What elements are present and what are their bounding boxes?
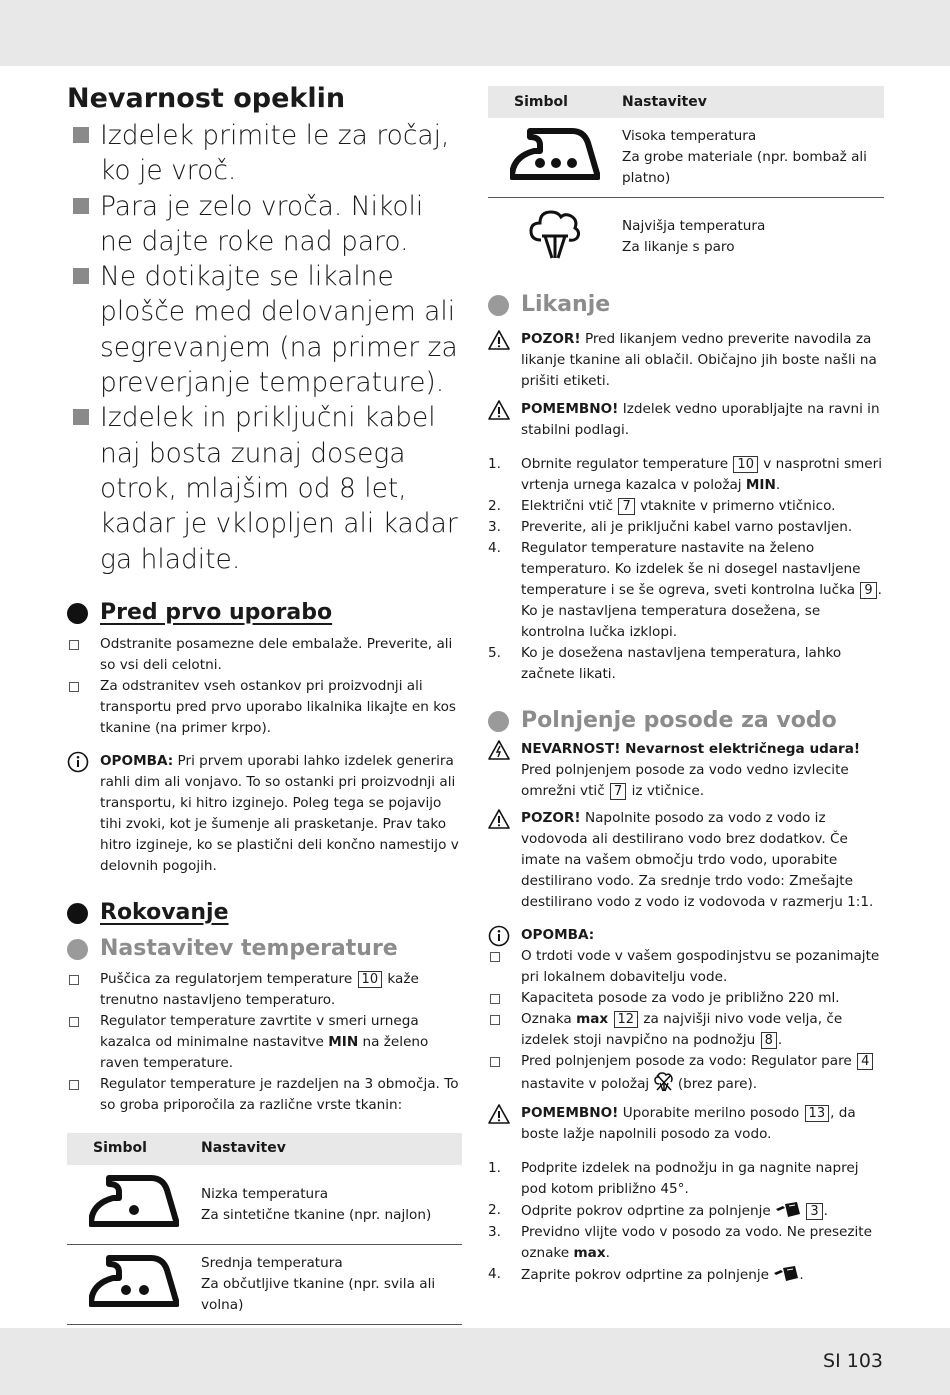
ref-number: 13 <box>805 1105 830 1122</box>
list-item: Regulator temperature je razdeljen na 3 območja. To so groba priporočila za različne vrste tkanin: <box>67 1074 462 1116</box>
burn-item: Ne dotikajte se likalne plošče med delovanjem ali segrevanjem (na primer za preverjanje temperature). <box>67 259 462 400</box>
fill-opening-icon <box>775 1200 801 1218</box>
burn-item: Izdelek in priključni kabel naj bosta zunaj dosega otrok, mlajšim od 8 let, kadar je vklopljen ali kadar ga hladite. <box>67 400 462 576</box>
step-item: 1. Podprite izdelek na podnožju in ga nagnite naprej pod kotom približno 45°. <box>488 1160 859 1197</box>
table-row: Srednja temperatura Za občutljive tkanine (npr. svila ali volna) <box>67 1245 462 1325</box>
header-band <box>0 0 950 66</box>
box-bullet-icon <box>490 952 500 962</box>
iron-one-dot-icon <box>89 1172 179 1230</box>
note-block: OPOMBA: Pri prvem uporabi lahko izdelek generira rahli dim ali vonjavo. To so ostanki pri proizvodnji ali transportu, ki hitro izginejo. Poleg tega se pojavijo tihi zvoki, kot je šumenje ali prasketanje. Prav tako hitro izgineje, ko se plastični deli končno namestijo v delovnih pogojih. <box>67 751 462 877</box>
box-bullet-icon <box>69 975 79 985</box>
table-header-setting: Nastavitev <box>201 1140 286 1157</box>
box-bullet-icon <box>490 994 500 1004</box>
square-bullet-icon <box>73 198 89 214</box>
list-item: Puščica za regulatorjem temperature 10 kaže trenutno nastavljeno temperaturo. <box>67 969 462 1011</box>
electric-warning-icon <box>488 739 510 761</box>
right-column <box>488 86 884 1286</box>
list-item: Oznaka max 12 za najvišji nivo vode velja, če izdelek stoji navpično na podnožju 8 . <box>488 1009 884 1051</box>
step-item: 2. Odprite pokrov odprtine za polnjenje 3 . <box>488 1202 828 1219</box>
temperature-table-left <box>67 1133 462 1326</box>
caution-block: POZOR! Napolnite posodo za vodo z vodo iz vodovoda ali destilirano vodo brez dodatkov. Če imate na vašem območju trdo vodo, uporabite destilirano vodo. Za srednje trdo vodo: Zmešajte destilirano vodo z vodo iz vodovoda v razmerju 1:1. <box>488 808 884 913</box>
burn-warning-title: Nevarnost opeklin <box>67 83 346 114</box>
list-item: Za odstranitev vseh ostankov pri proizvodnji ali transportu pred prvo uporabo likalnika likajte en kos tkanine (na primer krpo). <box>67 676 462 739</box>
warning-triangle-icon <box>488 399 510 421</box>
table-row: Najvišja temperatura Za likanje s paro <box>488 197 884 277</box>
no-steam-icon <box>654 1072 674 1092</box>
burn-item: Para je zelo vroča. Nikoli ne dajte roke nad paro. <box>67 189 462 260</box>
iron-three-dots-icon <box>510 125 600 183</box>
danger-block: NEVARNOST! Nevarnost električnega udara! Pred polnjenjem posode za vodo vedno izvlecite omrežni vtič 7 iz vtičnice. <box>488 739 884 802</box>
section-heading-ironing: Likanje <box>488 291 884 319</box>
page-number: SI 103 <box>823 1350 883 1372</box>
table-row: Visoka temperatura Za grobe materiale (npr. bombaž ali platno) <box>488 118 884 197</box>
step-item: 1. Obrnite regulator temperature 10 v nasprotni smeri vrtenja urnega kazalca v položaj MIN. <box>488 456 883 493</box>
box-bullet-icon <box>490 1057 500 1067</box>
ref-number: 7 <box>618 498 634 515</box>
table-header-symbol: Simbol <box>514 93 568 110</box>
table-row: Nizka temperatura Za sintetične tkanine (npr. najlon) <box>67 1165 462 1245</box>
left-column <box>67 84 462 1325</box>
temperature-table-right <box>488 86 884 277</box>
bullet-dot-icon <box>67 939 88 960</box>
table-header-setting: Nastavitev <box>622 93 707 110</box>
step-item: 3. Preverite, ali je priključni kabel varno postavljen. <box>488 519 853 535</box>
fill-opening-icon <box>773 1264 799 1282</box>
bullet-dot-icon <box>67 603 88 624</box>
box-bullet-icon <box>69 1017 79 1027</box>
box-bullet-icon <box>69 682 79 692</box>
table-header-symbol: Simbol <box>93 1140 147 1157</box>
ref-number: 10 <box>733 456 758 473</box>
list-item: Regulator temperature zavrtite v smeri urnega kazalca od minimalne nastavitve MIN na želeno raven temperature. <box>67 1011 462 1074</box>
square-bullet-icon <box>73 127 89 143</box>
section-heading-handling: Rokovanje <box>67 899 462 927</box>
ref-number: 8 <box>761 1032 777 1049</box>
iron-two-dots-icon <box>89 1252 179 1310</box>
step-item: 2. Električni vtič 7 vtaknite v primerno vtičnico. <box>488 498 836 514</box>
bullet-dot-icon <box>488 711 509 732</box>
steam-icon <box>527 206 583 262</box>
list-item: O trdoti vode v vašem gospodinjstvu se pozanimajte pri lokalnem dobavitelju vode. <box>488 946 884 988</box>
section-heading-temperature: Nastavitev temperature <box>67 935 462 963</box>
bullet-dot-icon <box>488 295 509 316</box>
burn-item: Izdelek primite le za ročaj, ko je vroč. <box>67 118 462 189</box>
info-icon <box>67 751 89 773</box>
list-item: Pred polnjenjem posode za vodo: Regulator pare 4 nastavite v položaj (brez pare). <box>488 1051 884 1095</box>
step-item: 3. Previdno vlijte vodo v posodo za vodo. Ne presezite oznake max. <box>488 1224 872 1261</box>
important-block: POMEMBNO! Uporabite merilno posodo 13 , da boste lažje napolnili posodo za vodo. <box>488 1103 884 1145</box>
section-heading-filling: Polnjenje posode za vodo <box>488 707 884 735</box>
step-item: 4. Zaprite pokrov odprtine za polnjenje . <box>488 1266 804 1283</box>
section-heading-before-first-use: Pred prvo uporabo <box>67 599 462 627</box>
bullet-dot-icon <box>67 903 88 924</box>
footer-band <box>0 1328 950 1395</box>
square-bullet-icon <box>73 268 89 284</box>
box-bullet-icon <box>69 1080 79 1090</box>
ref-number: 3 <box>806 1203 822 1220</box>
warning-triangle-icon <box>488 808 510 830</box>
caution-block: POZOR! Pred likanjem vedno preverite navodila za likanje tkanine ali oblačil. Običajno jih boste našli na prišiti etiketi. <box>488 329 884 392</box>
important-block: POMEMBNO! Izdelek vedno uporabljajte na ravni in stabilni podlagi. <box>488 399 884 441</box>
ref-number: 7 <box>610 783 626 800</box>
box-bullet-icon <box>69 640 79 650</box>
warning-triangle-icon <box>488 1103 510 1125</box>
list-item: Odstranite posamezne dele embalaže. Preverite, ali so vsi deli celotni. <box>67 634 462 676</box>
note-block: OPOMBA: <box>488 925 884 946</box>
step-item: 4. Regulator temperature nastavite na želeno temperaturo. Ko izdelek še ni dosegel nastavljene temperature i se še ogreva, sveti kontrolna lučka 9 . Ko je nastavljena temperatura dosežena, se kontrolna lučka izklopi. <box>488 540 882 640</box>
ref-number: 12 <box>614 1011 639 1028</box>
info-icon <box>488 925 510 947</box>
step-item: 5. Ko je dosežena nastavljena temperatura, lahko začnete likati. <box>488 645 842 682</box>
ref-number: 9 <box>860 582 876 599</box>
square-bullet-icon <box>73 409 89 425</box>
box-bullet-icon <box>490 1015 500 1025</box>
ref-number: 10 <box>358 971 383 988</box>
list-item: Kapaciteta posode za vodo je približno 220 ml. <box>488 988 884 1009</box>
ref-number: 4 <box>857 1053 873 1070</box>
warning-triangle-icon <box>488 329 510 351</box>
